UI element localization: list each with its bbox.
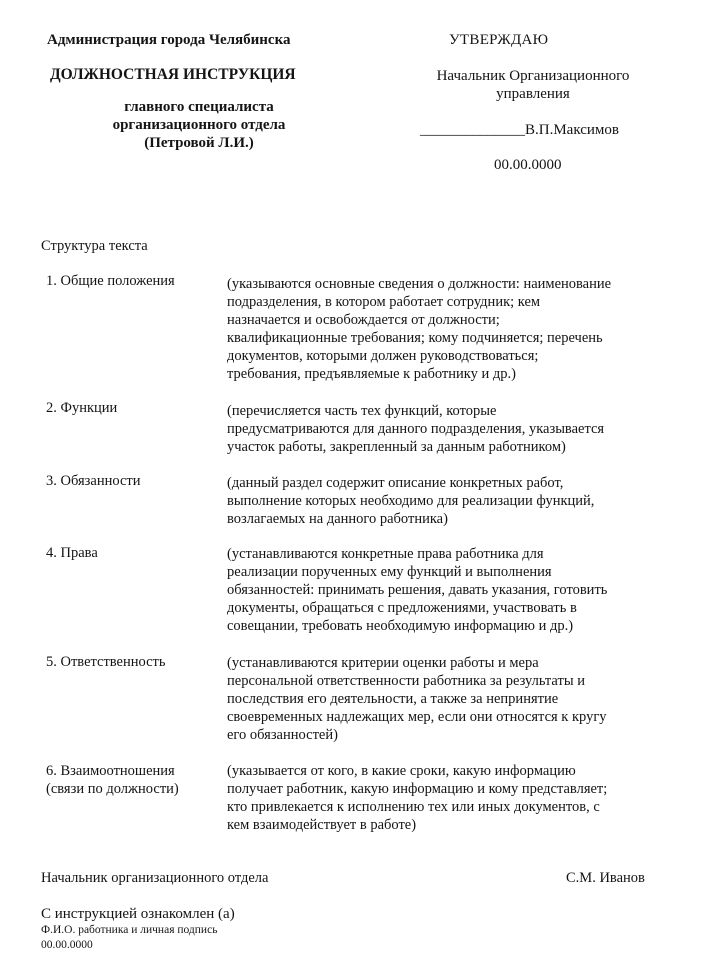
approver-role bbox=[418, 67, 648, 103]
section-title: 5. Ответственность bbox=[46, 654, 166, 670]
position-block bbox=[88, 98, 310, 152]
approver-signature bbox=[420, 121, 619, 139]
section-title: 6. Взаимоотношения (связи по должности) bbox=[46, 763, 179, 797]
document-title: ДОЛЖНОСТНАЯ ИНСТРУКЦИЯ bbox=[50, 66, 296, 83]
employee-date: 00.00.0000 bbox=[41, 939, 93, 951]
position-line: организационного отдела bbox=[112, 117, 286, 133]
position-line: (Петровой Л.И.) bbox=[144, 135, 254, 151]
section-body: (устанавливаются критерии оценки работы и мера персональной ответственности работника за результаты и последствия его деятельности, а также за непринятие своевременных надлежащих мер, если они относятся к кругу его обязанностей) bbox=[227, 655, 607, 743]
approval-label: УТВЕРЖДАЮ bbox=[449, 32, 549, 48]
section-title: 4. Права bbox=[46, 545, 98, 561]
structure-heading: Структура текста bbox=[41, 238, 148, 254]
section-title: 2. Функции bbox=[46, 400, 118, 416]
acquainted-label: С инструкцией ознакомлен (а) bbox=[41, 906, 235, 922]
section-title: 1. Общие положения bbox=[46, 273, 175, 289]
organization-name: Администрация города Челябинска bbox=[47, 32, 291, 48]
signature-line: ______________ bbox=[420, 122, 525, 138]
head-role: Начальник организационного отдела bbox=[41, 870, 269, 886]
section-title: 3. Обязанности bbox=[46, 473, 141, 489]
position-line: главного специалиста bbox=[124, 99, 274, 115]
section-body: (данный раздел содержит описание конкретных работ, выполнение которых необходимо для реализации функций, возлагаемых на данного работника) bbox=[227, 475, 595, 527]
approver-role-line: Начальник Организационного bbox=[436, 68, 630, 84]
section-body: (перечисляется часть тех функций, которые предусматриваются для данного подразделения, указывается участок работы, закрепленный за данным работником) bbox=[227, 403, 605, 455]
section-body: (устанавливаются конкретные права работника для реализации порученных ему функций и выполнения обязанностей: принимать решения, давать указания, готовить документы, обращаться с предложениями, участвовать в совещании, требовать необходимую информацию и др.) bbox=[227, 546, 608, 634]
section-body: (указывается от кого, в какие сроки, какую информацию получает работник, какую информацию и кому представляет; кто привлекается к исполнению тех или иных документов, с кем взаимодействует в работе) bbox=[227, 763, 608, 833]
head-name: С.М. Иванов bbox=[566, 870, 645, 886]
approver-role-line: управления bbox=[496, 86, 570, 102]
approver-name: В.П.Максимов bbox=[525, 122, 620, 138]
approval-date: 00.00.0000 bbox=[494, 157, 562, 173]
section-body: (указываются основные сведения о должности: наименование подразделения, в котором работает сотрудник; кем назначается и освобождается от должности; квалификационные требования; кому подчиняется; перечень документов, которыми должен руководствоваться; требования, предъявляемые к работнику и др.) bbox=[227, 276, 612, 382]
employee-sign-label: Ф.И.О. работника и личная подпись bbox=[41, 924, 218, 936]
